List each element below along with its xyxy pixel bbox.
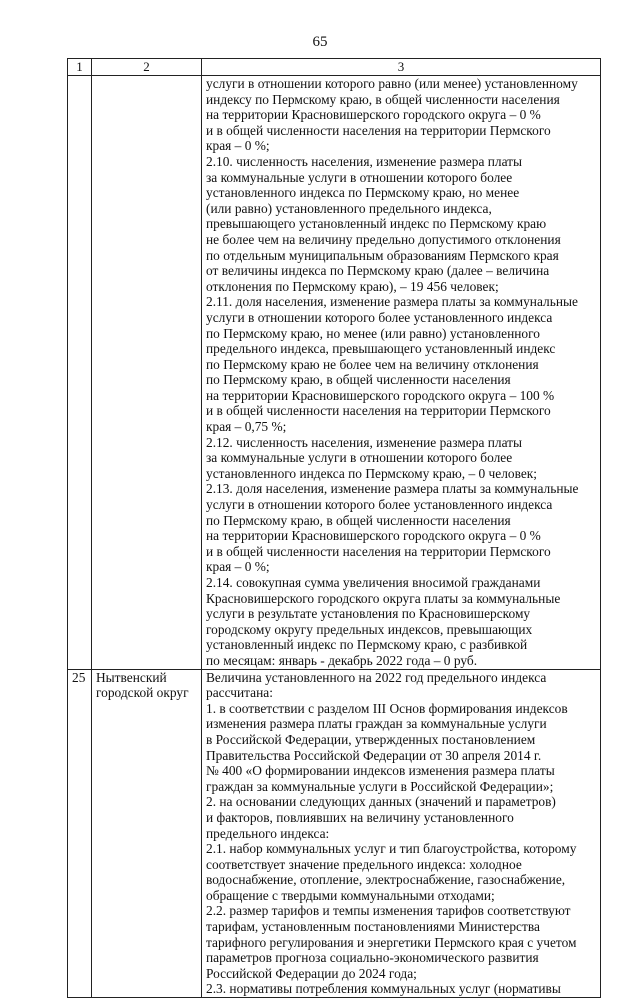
text-line: по отдельным муниципальным образованиям Пермского края — [206, 247, 559, 263]
text-line: тарифам, установленным постановлениями Министерства — [206, 919, 540, 935]
text-line: рассчитана: — [206, 685, 273, 701]
text-line: изменения размера платы граждан за коммунальные услуги — [206, 716, 547, 732]
text-line: городскому округу предельных индексов, превышающих — [206, 621, 533, 637]
text-line: на территории Красновишерского городского округа – 100 % — [206, 387, 555, 403]
text-line: 2.3. нормативы потребления коммунальных услуг (нормативы — [206, 981, 561, 997]
text-line: 2. на основании следующих данных (значений и параметров) — [206, 794, 556, 810]
text-line: городской округ — [96, 685, 189, 701]
text-line: предельного индекса, превышающего установленный индекс — [206, 341, 556, 357]
text-line: по Пермскому краю не более чем на величину отклонения — [206, 356, 539, 372]
text-line: за коммунальные услуги в отношении которого более — [206, 450, 513, 466]
text-line: не более чем на величину предельно допустимого отклонения — [206, 231, 561, 247]
text-line: (или равно) установленного предельного индекса, — [206, 200, 492, 216]
municipality-name — [92, 76, 202, 670]
row-description — [202, 76, 601, 670]
row-number: 25 — [68, 669, 92, 997]
text-line: услуги в результате установления по Красновишерскому — [206, 606, 531, 622]
text-line: Нытвенский — [96, 669, 167, 685]
text-line: 2.2. размер тарифов и темпы изменения тарифов соответствуют — [206, 903, 571, 919]
text-line: края – 0 %; — [206, 559, 270, 575]
text-line: по Пермскому краю, но менее (или равно) установленного — [206, 325, 540, 341]
text-line: 2.14. совокупная сумма увеличения вносимой гражданами — [206, 575, 541, 590]
text-line: края – 0 %; — [206, 138, 270, 154]
text-line: и в общей численности населения на территории Пермского — [206, 403, 551, 419]
text-line: установленного индекса по Пермскому краю, – 0 человек; — [206, 465, 538, 481]
text-line: Российской Федерации до 2024 года; — [206, 965, 417, 981]
text-line: 2.12. численность населения, изменение размера платы — [206, 434, 523, 450]
text-line: Величина установленного на 2022 год предельного индекса — [206, 669, 547, 685]
text-line: от величины индекса по Пермскому краю (далее – величина — [206, 263, 550, 279]
page-number: 65 — [312, 34, 328, 50]
header-col-1: 1 — [68, 59, 92, 76]
text-line: и в общей численности населения на территории Пермского — [206, 543, 551, 559]
text-line: по Пермскому краю, в общей численности населения — [206, 512, 511, 528]
text-line: граждан за коммунальные услуги в Российской Федерации»; — [206, 778, 554, 794]
text-line: установленного индекса по Пермскому краю, но менее — [206, 185, 520, 201]
row-number — [68, 76, 92, 670]
text-line: соответствует значение предельного индекса: холодное — [206, 856, 522, 872]
table-row — [68, 669, 601, 997]
text-line: услуги в отношении которого равно (или менее) установленному — [206, 76, 578, 91]
text-line: по Пермскому краю, в общей численности населения — [206, 372, 511, 388]
document-table — [67, 58, 601, 998]
text-line: услуги в отношении которого более установленного индекса — [206, 497, 553, 513]
text-line: 2.13. доля населения, изменение размера платы за коммунальные — [206, 481, 579, 497]
text-line: отклонения по Пермскому краю), – 19 456 человек; — [206, 278, 499, 294]
text-line: тарифного регулирования и энергетики Пермского края с учетом — [206, 934, 577, 950]
text-line: индексу по Пермскому краю, в общей численности населения — [206, 91, 560, 107]
text-line: на территории Красновишерского городского округа – 0 % — [206, 107, 541, 123]
text-line: № 400 «О формировании индексов изменения размера платы — [206, 763, 555, 779]
text-line: установленный индекс по Пермскому краю, с разбивкой — [206, 637, 528, 653]
text-line: Правительства Российской Федерации от 30 апреля 2014 г. — [206, 747, 542, 763]
text-line: 2.1. набор коммунальных услуг и тип благоустройства, которому — [206, 841, 577, 857]
text-line: и в общей численности населения на территории Пермского — [206, 122, 551, 138]
text-line: обращение с твердыми коммунальными отходами; — [206, 887, 495, 903]
text-line: 1. в соответствии с разделом III Основ формирования индексов — [206, 700, 568, 716]
table-header-row — [68, 59, 601, 76]
text-line: услуги в отношении которого более установленного индекса — [206, 309, 553, 325]
row-description — [202, 669, 601, 997]
municipality-name — [92, 669, 202, 997]
text-line: превышающего установленный индекс по Пермскому краю — [206, 216, 547, 232]
text-line: предельного индекса: — [206, 825, 330, 841]
table-row — [68, 76, 601, 670]
header-col-2: 2 — [92, 59, 202, 76]
text-line: параметров прогноза социально-экономического развития — [206, 950, 539, 966]
text-line: по месяцам: январь - декабрь 2022 года – 0 руб. — [206, 652, 478, 668]
text-line: 2.10. численность населения, изменение размера платы — [206, 153, 523, 169]
text-line: 2.11. доля населения, изменение размера платы за коммунальные — [206, 294, 578, 310]
text-line: края – 0,75 %; — [206, 419, 287, 435]
text-line: Красновишерского городского округа платы за коммунальные — [206, 590, 561, 606]
text-line: водоснабжение, отопление, электроснабжение, газоснабжение, — [206, 872, 566, 888]
header-col-3: 3 — [202, 59, 601, 76]
text-line: и факторов, повлиявших на величину установленного — [206, 809, 514, 825]
text-line: на территории Красновишерского городского округа – 0 % — [206, 528, 541, 544]
text-line: в Российской Федерации, утвержденных постановлением — [206, 731, 536, 747]
text-line: за коммунальные услуги в отношении которого более — [206, 169, 513, 185]
